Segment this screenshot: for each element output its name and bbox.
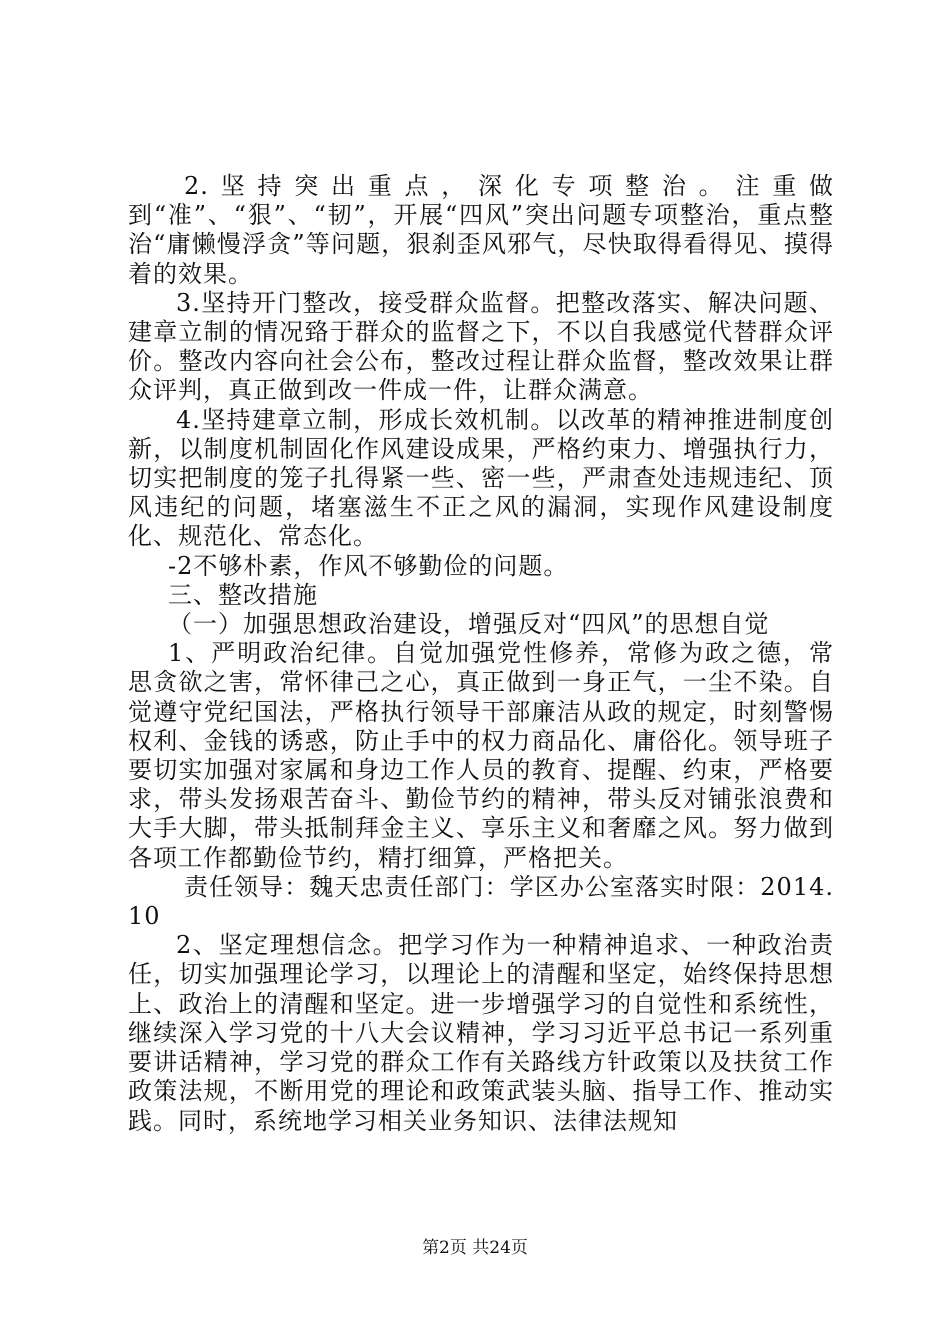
subsection-heading-ideology: （一）加强思想政治建设，增强反对“四风”的思想自觉: [168, 610, 770, 639]
paragraph-rules-mechanism: 4.坚持建章立制，形成长效机制。以改革的精神推进制度创新，以制度机制固化作风建设成果，严格约束力、增强执行力，切实把制度的笼子扎得紧一些、密一些，严肃查处违规违纪、顶风违纪的问题，堵塞滋生不正之风的漏洞，实现作风建设制度化、规范化、常态化。: [128, 405, 834, 551]
paragraph-political-discipline: 1、严明政治纪律。自觉加强党性修养，常修为政之德，常思贪欲之害，常怀律己之心，真正做到一身正气，一尘不染。自觉遵守党纪国法，严格执行领导干部廉洁从政的规定，时刻警惕权利、金钱的诱惑，防止手中的权力商品化、庸俗化。领导班子要切实加强对家属和身边工作人员的教育、提醒、约束，严格要求，带头发扬艰苦奋斗、勤俭节约的精神，带头反对铺张浪费和大手大脚，带头抵制拜金主义、享乐主义和奢靡之风。努力做到各项工作都勤俭节约，精打细算，严格把关。: [128, 639, 834, 872]
page-number-footer: 第2页 共24页: [422, 1238, 528, 1258]
paragraph-key-rectification: 2.坚持突出重点，深化专项整治。注重做到“准”、“狠”、“韧”，开展“四风”突出问题专项整治，重点整治“庸懒慢浮贪”等问题，狠刹歪风邪气，尽快取得看得见、摸得着的效果。: [128, 172, 834, 288]
paragraph-ideals-beliefs: 2、坚定理想信念。把学习作为一种精神追求、一种政治责任，切实加强理论学习，以理论上的清醒和坚定，始终保持思想上、政治上的清醒和坚定。进一步增强学习的自觉性和系统性，继续深入学习党的十八大会议精神，学习习近平总书记一系列重要讲话精神，学习党的群众工作有关路线方针政策以及扶贫工作政策法规，不断用党的理论和政策武装头脑、指导工作、推动实践。同时，系统地学习相关业务知识、法律法规知: [128, 931, 834, 1135]
paragraph-frugality-issue: -2不够朴素，作风不够勤俭的问题。: [168, 551, 569, 580]
responsibility-line: 责任领导：魏天忠责任部门：学区办公室落实时限：2014.10: [128, 872, 834, 931]
paragraph-open-rectification: 3.坚持开门整改，接受群众监督。把整改落实、解决问题、建章立制的情况臵于群众的监督之下，不以自我感觉代替群众评价。整改内容向社会公布，整改过程让群众监督，整改效果让群众评判，真正做到改一件成一件，让群众满意。: [128, 288, 834, 405]
section-heading-measures: 三、整改措施: [168, 580, 318, 609]
document-body: [128, 172, 834, 1136]
